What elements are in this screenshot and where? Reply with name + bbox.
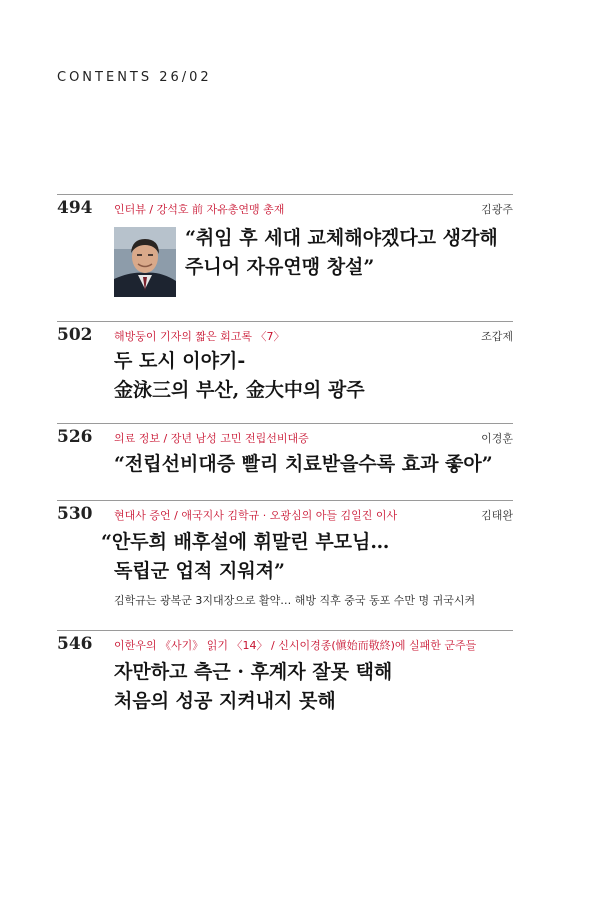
toc-entry[interactable]: [57, 630, 513, 712]
entry-category: 현대사 증언 / 애국지사 김학규 · 오광심의 아들 김일진 이사: [114, 509, 398, 522]
entry-title-line: 처음의 성공 지켜내지 못해: [114, 690, 336, 712]
entry-author: 이경훈: [481, 432, 513, 445]
interviewee-photo: [114, 227, 176, 297]
entry-title: [114, 658, 392, 716]
page-number: 530: [57, 504, 93, 524]
entry-title-line: “안두희 배후설에 휘말린 부모님…: [101, 531, 390, 553]
entry-title: [114, 347, 365, 405]
toc-entry[interactable]: [57, 321, 513, 401]
entry-author: 김태완: [481, 509, 513, 522]
toc-entry[interactable]: [57, 500, 513, 607]
toc-entry[interactable]: [57, 194, 513, 278]
page-number: 502: [57, 325, 93, 345]
entry-category: 인터뷰 / 강석호 前 자유총연맹 총재: [114, 203, 285, 216]
page-number: 526: [57, 427, 93, 447]
entry-title: [114, 450, 493, 479]
entry-title: [101, 528, 389, 586]
entry-title-line: “취임 후 세대 교체해야겠다고 생각해: [185, 227, 498, 249]
entry-category: 이한우의 《사기》 읽기 〈14〉 / 신시이경종(愼始而敬終)에 실패한 군주들: [114, 639, 477, 652]
entry-title-line: “전립선비대증 빨리 치료받을수록 효과 좋아”: [114, 453, 493, 475]
entry-category: 해방둥이 기자의 짧은 회고록 〈7〉: [114, 330, 285, 343]
entry-author: 김광주: [481, 203, 513, 216]
page-number: 494: [57, 198, 93, 218]
entry-title-line: 金泳三의 부산, 金大中의 광주: [114, 379, 365, 401]
entry-title-line: 독립군 업적 지워져”: [114, 560, 285, 582]
entry-category: 의료 정보 / 장년 남성 고민 전립선비대증: [114, 432, 309, 445]
entry-title: [185, 224, 498, 282]
entry-title-line: 자만하고 측근 · 후계자 잘못 택해: [114, 661, 393, 683]
entry-title-line: 두 도시 이야기-: [114, 350, 246, 372]
page-number: 546: [57, 634, 93, 654]
contents-header: CONTENTS 26/02: [57, 70, 212, 85]
toc-entry[interactable]: [57, 423, 513, 475]
entry-title-line: 주니어 자유연맹 창설”: [185, 256, 375, 278]
entry-subtitle: 김학규는 광복군 3지대장으로 활약… 해방 직후 중국 동포 수만 명 귀국시켜: [114, 594, 476, 607]
entry-author: 조갑제: [481, 330, 513, 343]
